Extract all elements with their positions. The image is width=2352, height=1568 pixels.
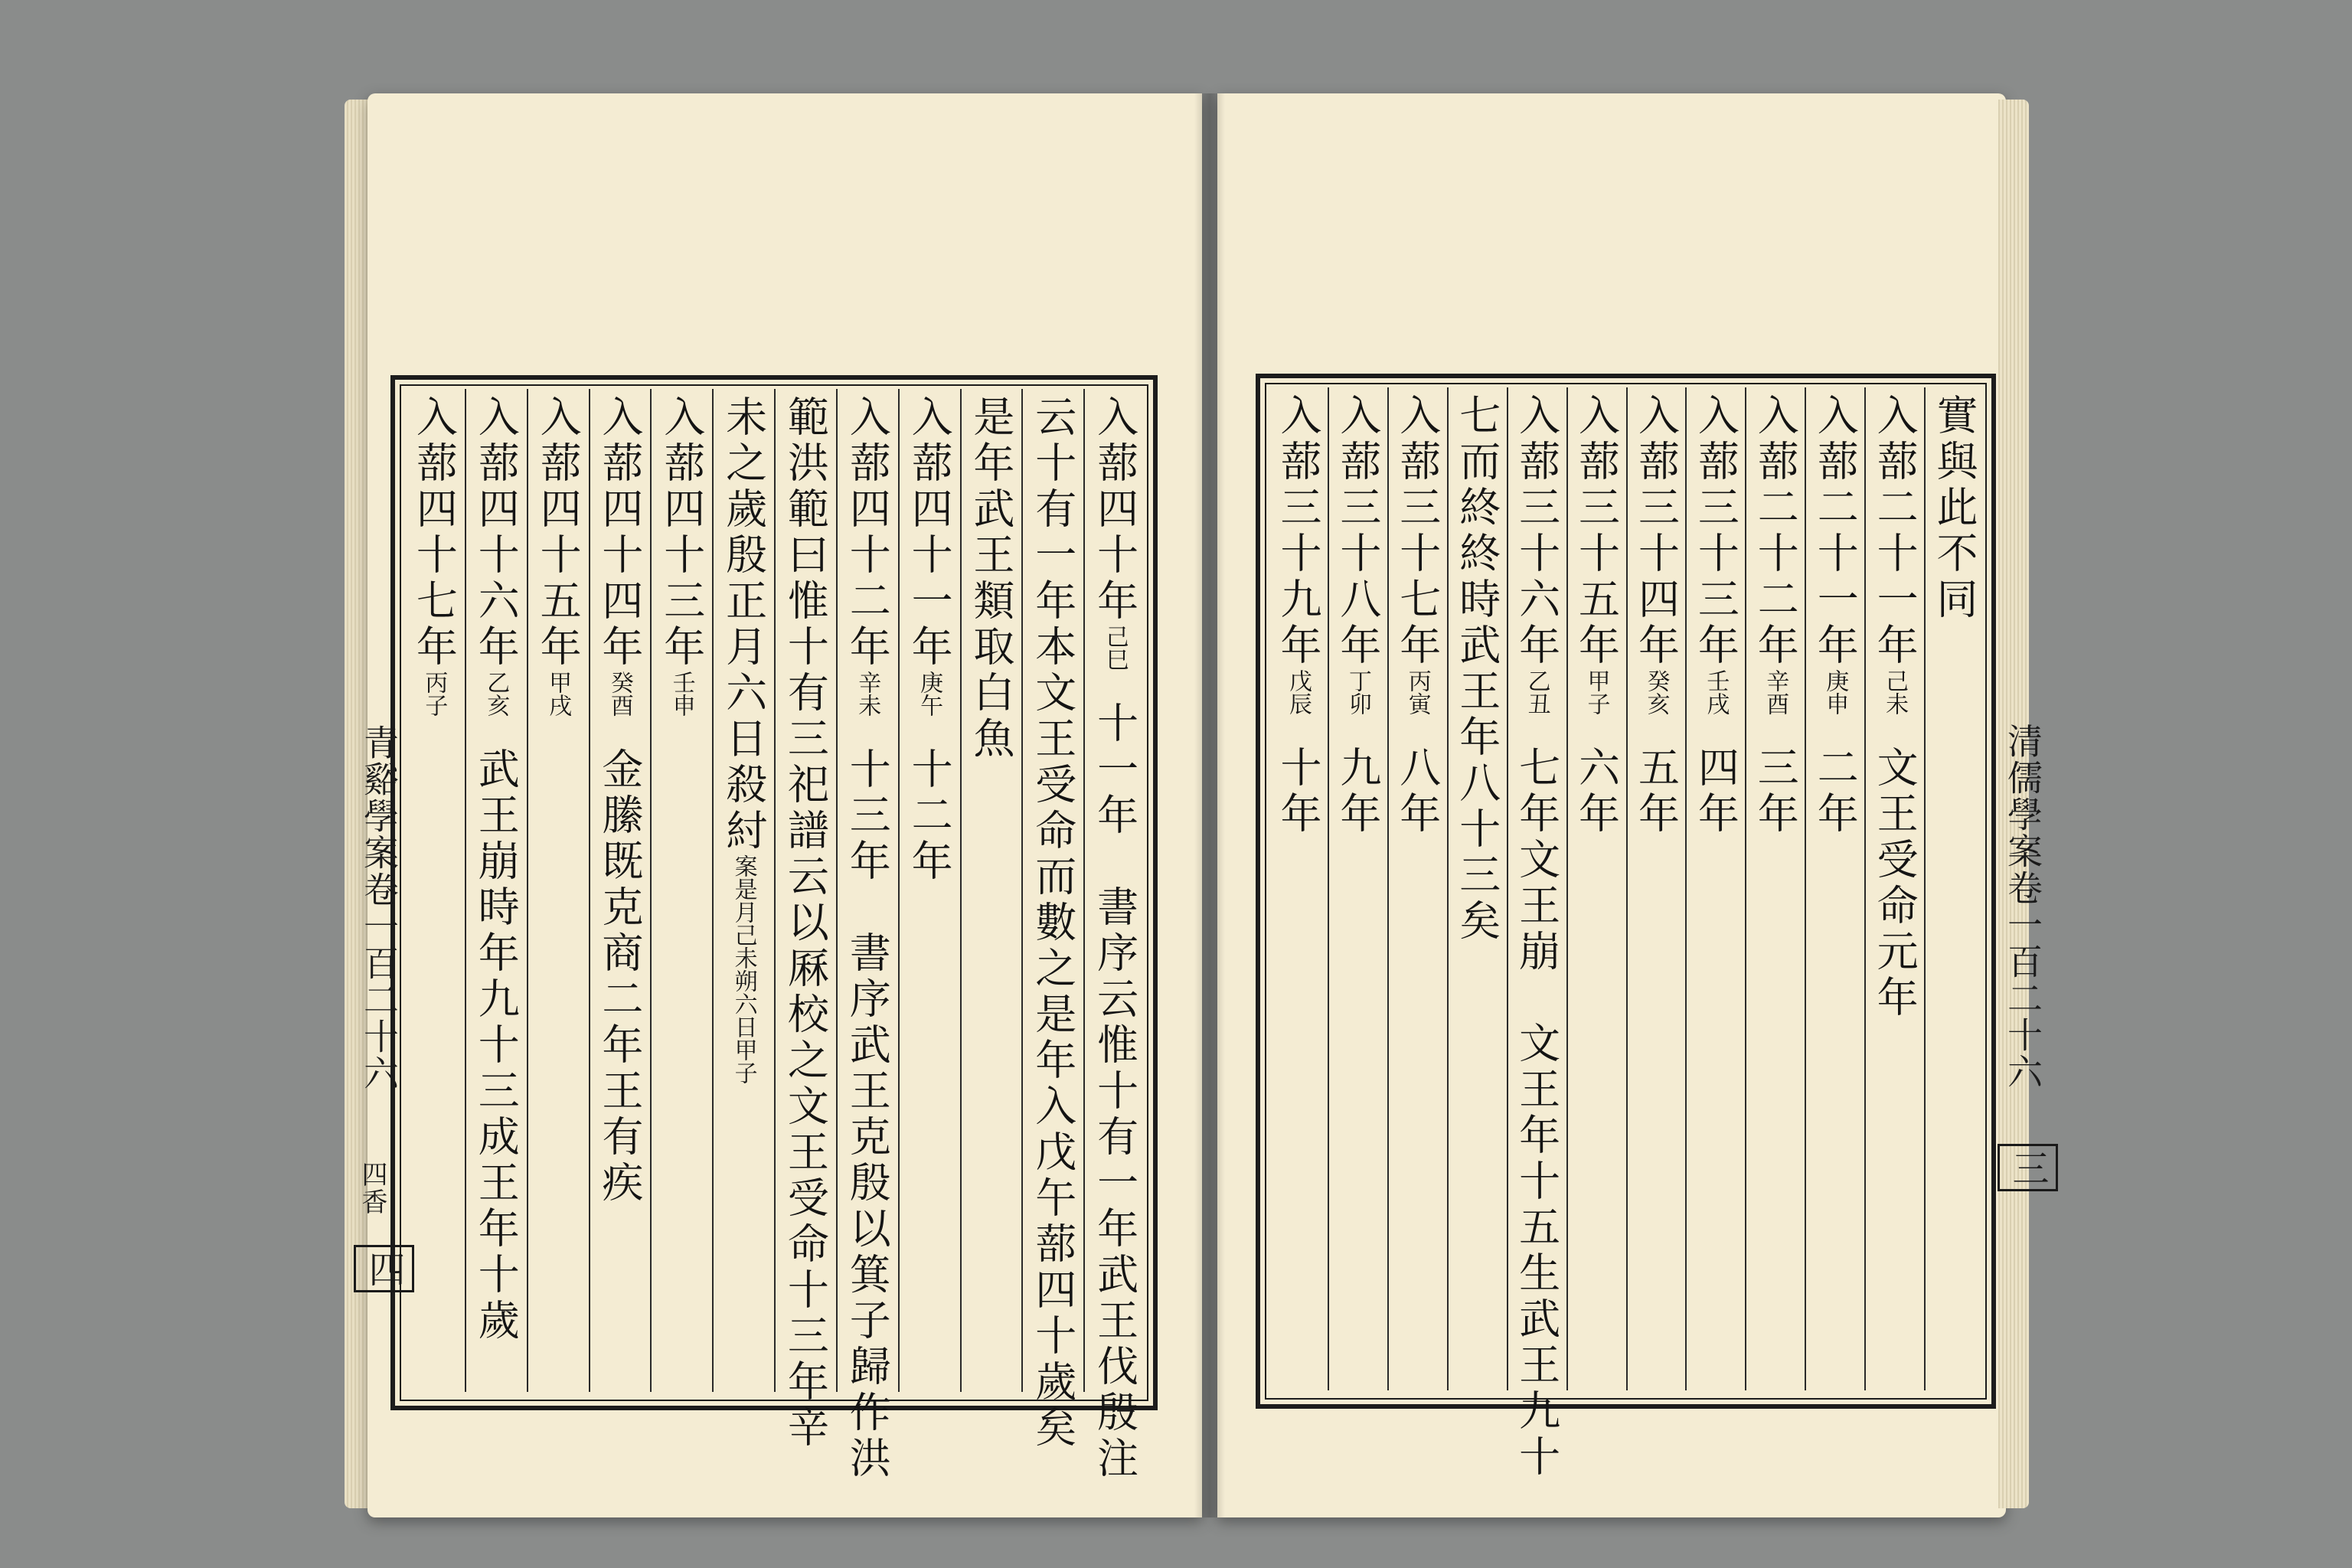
column-rule [1566, 387, 1568, 1390]
column-interlinear-note: 己巳 [1101, 625, 1129, 671]
column-interlinear-note: 乙丑 [1523, 669, 1550, 715]
column-main-text: 是年武王類取白魚 [966, 395, 1015, 763]
column-continuation-text: 金縢既克商二年王有疾 [595, 747, 644, 1207]
column-main-text: 入蔀四十五年 [534, 395, 583, 671]
text-column [1028, 395, 1077, 1452]
column-continuation-text: 四年 [1691, 746, 1740, 838]
column-rule [774, 389, 776, 1392]
column-main-text: 入蔀四十一年 [905, 395, 954, 671]
fishtail-subtitle: 四香 [357, 1161, 387, 1216]
column-interlinear-note: 戊辰 [1284, 669, 1312, 715]
text-column [1573, 394, 1620, 1389]
open-book [337, 84, 2049, 1539]
column-rule [1387, 387, 1389, 1390]
fishtail-title: 清儒學案卷一百二十六 [2002, 723, 2043, 1090]
column-continuation-text: 十年 [1273, 746, 1322, 838]
text-column [1090, 395, 1139, 1482]
column-continuation-text: 九年 [1333, 746, 1382, 838]
page-number: 三 [1998, 1144, 2058, 1191]
text-column [596, 395, 643, 1390]
column-main-text: 範洪範曰惟十有三祀譜云以厤校之文王受命十三年辛 [781, 395, 830, 1452]
column-interlinear-note: 癸酉 [606, 671, 633, 717]
column-main-text: 入蔀四十三年 [657, 395, 706, 671]
column-rule [1864, 387, 1866, 1390]
column-interlinear-note: 甲戌 [544, 671, 572, 717]
text-column [1632, 394, 1679, 1389]
text-column [1393, 394, 1441, 1389]
column-rule [960, 389, 962, 1392]
text-column [1930, 394, 1978, 1389]
column-main-text: 入蔀二十一年 [1811, 394, 1860, 669]
column-main-text: 實與此不同 [1930, 394, 1979, 623]
column-main-text: 入蔀二十一年 [1870, 394, 1919, 669]
column-interlinear-note: 癸亥 [1642, 669, 1670, 715]
column-main-text: 入蔀三十七年 [1393, 394, 1442, 669]
column-continuation-text: 六年 [1572, 746, 1621, 838]
column-rule [1924, 387, 1926, 1390]
column-continuation-text: 八年 [1393, 746, 1442, 838]
text-column [472, 395, 519, 1390]
column-rule [589, 389, 590, 1392]
column-interlinear-note: 乙亥 [482, 671, 510, 717]
column-main-text: 入蔀三十五年 [1572, 394, 1621, 669]
column-continuation-text: 二年 [1811, 746, 1860, 838]
column-main-text: 入蔀三十八年 [1333, 394, 1382, 669]
left-fishtail [348, 380, 405, 1406]
text-column [1274, 394, 1321, 1389]
column-interlinear-note: 丙子 [420, 671, 448, 717]
column-rule [527, 389, 528, 1392]
left-text-frame [357, 375, 1158, 1482]
text-column [1512, 394, 1561, 1481]
column-main-text: 入蔀三十三年 [1691, 394, 1740, 669]
text-column [843, 395, 892, 1482]
text-column [720, 395, 767, 1390]
text-column [658, 395, 705, 1390]
column-rule [1021, 389, 1023, 1392]
column-main-text: 入蔀四十四年 [595, 395, 644, 671]
column-main-text: 入蔀四十七年 [410, 395, 459, 671]
column-rule [712, 389, 714, 1392]
column-rule [1805, 387, 1806, 1390]
text-column [781, 395, 830, 1452]
column-continuation-text: 十二年 [905, 747, 954, 885]
column-rule [1447, 387, 1449, 1390]
column-rule [836, 389, 838, 1392]
column-main-text: 入蔀二十二年 [1751, 394, 1800, 669]
column-rule [1626, 387, 1628, 1390]
column-main-text: 入蔀四十二年 [843, 395, 892, 671]
column-interlinear-note: 辛酉 [1762, 669, 1789, 715]
text-column [1751, 394, 1798, 1389]
text-column [905, 395, 952, 1390]
column-main-text: 七而終終時武王年八十三矣 [1452, 394, 1501, 945]
column-interlinear-note: 壬申 [668, 671, 695, 717]
text-column [1334, 394, 1381, 1389]
column-rule [465, 389, 466, 1392]
column-rule [1685, 387, 1687, 1390]
column-main-text: 入蔀四十年 [1090, 395, 1139, 625]
text-column [534, 395, 581, 1390]
text-column [1811, 394, 1858, 1389]
column-interlinear-note: 丁卯 [1344, 669, 1371, 715]
column-rule [650, 389, 652, 1392]
column-rule [1745, 387, 1746, 1390]
book-gutter [1194, 93, 1225, 1517]
column-interlinear-note: 壬戌 [1702, 669, 1730, 715]
column-interlinear-note: 庚申 [1821, 669, 1849, 715]
column-continuation-text: 十一年 書序云惟十有一年武王伐殷注 [1090, 701, 1139, 1482]
text-column [1691, 394, 1739, 1389]
column-interlinear-note: 辛未 [854, 671, 881, 717]
column-rule [1083, 389, 1085, 1392]
column-continuation-text: 七年文王崩 文王年十五生武王九十 [1512, 746, 1561, 1481]
text-column [967, 395, 1014, 1390]
column-main-text: 云十有一年本文王受命而數之是年入戊午蔀四十歲矣 [1028, 395, 1077, 1452]
column-interlinear-note: 庚午 [916, 671, 943, 717]
column-continuation-text: 十三年 書序武王克殷以箕子歸作洪 [843, 747, 892, 1482]
column-continuation-text: 五年 [1632, 746, 1681, 838]
column-main-text: 入蔀四十六年 [472, 395, 521, 671]
column-interlinear-note: 案是月己未朔六日甲子 [730, 854, 757, 1084]
column-main-text: 入蔀三十六年 [1512, 394, 1561, 669]
column-rule [898, 389, 900, 1392]
column-continuation-text: 三年 [1751, 746, 1800, 838]
column-interlinear-note: 己未 [1881, 669, 1909, 715]
page-number: 四 [354, 1245, 414, 1292]
column-interlinear-note: 甲子 [1583, 669, 1610, 715]
text-column [1453, 394, 1501, 1389]
column-main-text: 入蔀三十四年 [1632, 394, 1681, 669]
right-text-frame [1256, 374, 2049, 1481]
text-column [1870, 394, 1918, 1389]
column-interlinear-note: 丙寅 [1403, 669, 1431, 715]
right-fishtail [1991, 378, 2049, 1404]
column-continuation-text: 武王崩時年九十三成王年十歲 [472, 747, 521, 1344]
column-rule [1328, 387, 1329, 1390]
column-continuation-text: 文王受命元年 [1870, 746, 1919, 1021]
column-rule [1507, 387, 1508, 1390]
column-main-text: 未之歲殷正月六日殺紂 [719, 395, 768, 854]
text-column [410, 395, 457, 1390]
column-main-text: 入蔀三十九年 [1273, 394, 1322, 669]
fishtail-title: 青谿學案卷一百二十六 [358, 724, 400, 1092]
